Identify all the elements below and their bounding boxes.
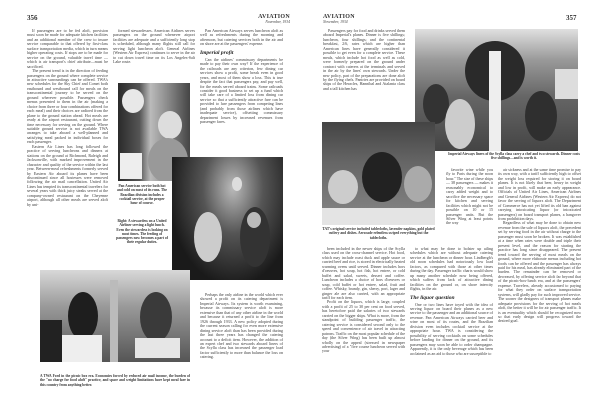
paragraph: Can the airlines' commissary departments be made to pay their own way? If the experience of the railroads are any criterion, few dining car services show a profit, some break even in good years, and most of them show a loss. This is true despite the fact that passengers pay, and pay well, for the meals served aboard trains. Some railroads consider it good business to set up a fund which will take care of a limited loss from dining car service so that a sufficiently attractive fare can be provided to lure passengers from competing lines (and probably from those airlines which have inadequate service), offsetting commissary department losses by increased revenues from passenger fares. [200,56,283,125]
paragraph: Regardless of what may be done to obtain new revenue from the sale of liquors aloft, the precedent set by serving food in the air without charge to the passenger must soon be broken. It was established at a time when rates were double and triple their present level, and the reason for starting the practice has long since disappeared. The present trend toward the serving of most meals on the ground, where more elaborate menus including hot foods can be offered and the passenger has always paid for his meal, has already eliminated part of the burden. The remainder can be removed or decreased, by offering service aloft far beyond that of the picnic-box-lunch era, and at the passengers' expense. Travelers, already accustomed to paying for what they order on surface transportation systems, will gladly pay for such improved service. The sooner the designers of transport planes make adequate provisions for the serving of hot meals aloft, the better it will be for air passenger traffic. It is an eventuality which should be recognized now so that early design will progress toward the desired goal. [498,220,581,324]
page-number-left: 356 [27,14,38,22]
right-column-1-bottom [322,247,405,387]
right-column-1-top [323,29,405,111]
paragraph: One or two lines have toyed with the idea of serving liquor on board their planes as a new service to the passenger and an additional source of revenue. Pan American Airways carried beer and wine on most of its routes, and the Brazilian division even includes cocktail service at the appropriate hour. TWA is considering the possibility of serving cocktails on some schedules before landing for dinner on the ground, and its passengers may soon be able to order champagne. Apparently, it is the only beverage which has been acclaimed as an aid to those who are susceptible to [410,301,493,356]
caption-united-stewardess: Right: A stewardess on a United Airliner serving a light lunch. Even the stewardess is looking on most times. The feeding of passengers now becomes a part of their regular duties. [116,219,168,245]
masthead-title: AVIATION [258,14,290,20]
photo-imperial-airways-cabin [415,29,578,151]
paragraph: formed stewardesses. American Airlines serves passengers on the ground whenever airport facilities are adequate and a sufficiently long stop is scheduled, although many flights still call for serving light luncheon aloft. General Airlines (Western Air Express) continues to serve in the air to cut down travel time on its Los Angeles-Salt Lake route. [113,29,195,65]
masthead-date: November, 1934 [265,20,290,24]
masthead-title: AVIATION [323,14,355,20]
masthead-date: November, 1934 [323,20,348,24]
right-column-3 [498,168,581,387]
masthead-left [250,14,290,24]
paragraph: Perhaps the only airline in the world which ever showed a profit on its catering department is Imperial Airways. Its system is worth examining, because its commissary service aloft is more extensive than that of any other airline in the world and because it returned a profit to the line from 1926 through 1933. A new policy adopted during the current season calling for even more extensive dining service aloft than has been provided during the last three years has changed the catering account to a deficit item. However, the addition of an expert chef and two stewards aboard liners of the Scylla class has increased the passenger load factor sufficiently to more than balance the loss on catering. [200,293,283,360]
heading-liquor-question: The liquor question [410,294,455,301]
paragraph: If passengers are to be fed aloft, provision must soon be made for adequate kitchen facilities and an additional member of the crew to insure service comparable to that offered by first-class surface transportation media, which in turn means higher operating costs. If stops are to be made for service on the ground, valuable travel time — which is air transport's chief attribute—must be sacrificed. [27,29,108,69]
left-column-3-bottom [200,293,283,387]
paragraph: favorite wine while you fly to Paris during the noon hour." The size of these ships — 38 passengers — makes it reasonably economical to carry added weight and to sacrifice the necessary space for kitchen and serving facilities which might not be possible on 10 or 15 passenger units. But the Silver Wing at least points the way [446,168,493,226]
left-column-3-top [200,29,283,154]
paragraph: Eastern Air Lines has long followed the practice of serving luncheons and dinners at stations on the ground at Richmond, Raleigh and Jacksonville, with marked improvement in the character and quality of the service within the last year. Between-meal refreshments formerly served by Eastern Air aboard its planes have been discontinued since all hostesses were removed following the air mail cancellation. United Air Lines has tempted its transcontinental travelers for several years with thick juicy steaks served at the company-owned restaurant on the Cheyenne airport, although all other meals are served aloft by uni- [27,143,108,207]
paragraph: Profit on the liquors, which is large, coupled with a profit of 25 to 30 per cent on food served, has heretofore paid the salaries of two stewards carried on the bigger ships. What is more, from the standpoint of building passenger traffic, the catering service is considered second only to the speed and convenience of air travel in attracting patrons. Traffic on the most popular schedule of the day (the Silver Wing) has been built up almost wholly on the appeal (stressed in newspaper advertising) of a "five course luncheon served with your [322,299,405,354]
masthead-right [323,14,373,24]
caption-tat-service: TAT's original service included tablecloths, lavender napkins, gold plated cutlery and dishes. Aerocade relentless swiped everything but the tablecloths. [322,227,435,240]
paragraph: to what may be done to bolster up ailing schedules which are without adequate catering service at the luncheon or dinner hour. Lindbergh's old noon schedules had notoriously low load factors, as compared with those at other times during the day. Passenger traffic charts would show up many another schedule now being offered, which suffers from lack of attractive dining facilities on the ground or, on shore intercity flights, in the air. [410,247,493,292]
left-column-1 [27,29,108,260]
paragraph: air sickness and at the same time promise to pay its own way, with a tariff sufficiently high to offset the weight loss required for storing it on board planes. It is not likely that beer, heavy in weight and low in profit, will make an early appearance. Officials of United Air Lines, American Airlines and General Airlines (Western Air Express) do not favor the serving of liquors aloft. The Department of Commerce has not yet lifted its old ban against carrying intoxicating liquor (or intoxicated passengers) on board transport planes, a hangover from prohibition days. [498,168,581,221]
photo-tat-original-service [322,122,435,225]
heading-imperial-profit: Imperial profit [200,49,234,56]
paragraph: been included in the newer ships of the Scylla class used on the cross-channel service. Hot food, which may include roast duck and apple sauce or curried beef and rice, is stored in electrically heated warming ovens until served. Dinner includes hors d'oeuvres, hot soup, hot fish, hot entree, or cold buffet and salad, sweets, dessert and coffee. Luncheon includes a choice of hors d'oeuvres or soup, cold buffet or hot entree, salad, fruit and coffee. Whisky, brandy, gin, sherry, port, lager and ginger ale are also carried, with an appropriate tariff for each item. [322,247,405,300]
right-column-2-bottom [410,247,493,387]
caption-imperial-airways: Imperial Airways liners of the Scylla class carry a chef and two stewards. Dinner costs five shillings—and is worth it. [448,152,580,161]
caption-twa-ford: A TWA Ford in the picnic box era. Economies forced by reduced air mail income, the burden of the "no charge for food aloft" practice, and space and weight limitations have kept meal fare in this country from anything better. [40,374,190,387]
caption-pan-american: Pan American service both hot and cold on most of its runs. The Brazilian division includes a cocktail service, at the proper hour of course. [116,184,168,206]
photo-twa-ford-cabin [40,270,190,362]
photo-united-stewardess [172,157,283,280]
page-number-right: 357 [566,14,577,22]
paragraph: Pan American Airways serves luncheon aloft as well as refreshments during the morning and afternoon, but catering services both in the air and on shore are at the passengers' expense. [200,29,283,47]
paragraph: Passengers pay for food and drinks served them aboard Imperial's planes. Dinner is five shillings; luncheon, four shillings; and the continental breakfast, 2/6, rates which are higher than American lines have generally considered it possible to get even for a complete service. These meals, which include hot food as well as cold, were formerly prepared on the ground under contract with caterers at the terminals and served in the air by the lines' own stewards. Under the new policy, part of the preparations are done aloft by the flying chefs. Pantries are provided on board ships of the Heracles, Hannibal and Atalanta class and a tall kitchen has [323,29,405,91]
right-column-narrow [446,168,493,250]
left-column-2 [113,29,195,74]
paragraph: The present trend is in the direction of feeding passengers on the ground where complete service in attractive surroundings can be offered. TWA's new schedules for the Sky Chief and Comet both eastbound and westbound call for meals on the transcontinental journey to be served on the ground wherever possible. Passengers check menus presented to them in the air (making a choice from three or four combinations offered for each meal) and their choices are radioed from the plane to the ground station ahead. Hot meals are ready at the airport restaurant, cutting down the time necessary for serving on the ground. Where suitable ground service is not available TWA arranges to take aboard a well-planned and satisfying meal packed in individual boxes for each passenger. [27,68,108,145]
